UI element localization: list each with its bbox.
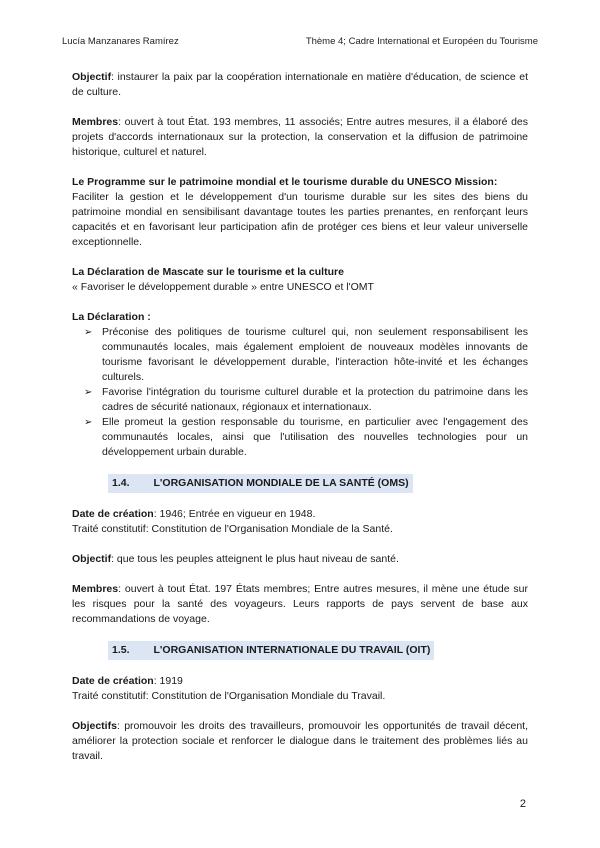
- label: Date de création: [72, 675, 154, 687]
- oms-traite: Traité constitutif: Constitution de l'Organisation Mondiale de la Santé.: [72, 523, 393, 535]
- text: : promouvoir les droits des travailleurs, promouvoir les opportunités de travail décent, améliorer la protection sociale et renforcer le dialogue dans le traitement des problèmes liés au travail.: [72, 720, 528, 762]
- section-heading-oms: [108, 474, 528, 493]
- oms-date: [72, 507, 528, 522]
- mascate-title: [72, 265, 528, 280]
- arrow-bullet-icon: ➢: [84, 387, 93, 398]
- text: : ouvert à tout État. 193 membres, 11 associés; Entre autres mesures, il a élaboré des projets d'accords internationaux sur la protection, la conservation et la diffusion de patrimoine historique, culturel et naturel.: [72, 116, 528, 158]
- list-item: [72, 385, 528, 415]
- label: Objectifs: [72, 720, 117, 732]
- arrow-bullet-icon: ➢: [84, 327, 93, 338]
- label: Objectif: [72, 553, 112, 565]
- page-content: [72, 70, 528, 764]
- header-author: Lucía Manzanares Ramírez: [62, 36, 179, 47]
- list-item-text: Elle promeut la gestion responsable du tourisme, en particulier avec l'engagement des communautés locales, ainsi que l'utilisation des nouvelles technologies pour un développement urbain durable.: [102, 416, 528, 458]
- list-item-text: Favorise l'intégration du tourisme culturel durable et la protection du patrimoine dans les cadres de sécurité nationaux, régionaux et internationaux.: [102, 386, 528, 413]
- section-number: 1.4.: [112, 477, 130, 489]
- programme-text: Faciliter la gestion et le développement d'un tourisme durable sur les sites des biens du patrimoine mondial en sensibilisant davantage toutes les parties prenantes, en renforçant leurs capacités et en favorisant leur participation afin de protéger ces biens et leur valeur universelle exceptionnelle.: [72, 191, 528, 248]
- oms-objectif: [72, 552, 528, 567]
- section-number: 1.5.: [112, 644, 130, 656]
- list-item: [72, 415, 528, 460]
- mascate-text: « Favoriser le développement durable » entre UNESCO et l'OMT: [72, 281, 374, 293]
- section-heading-oit: [108, 641, 528, 660]
- text: : que tous les peuples atteignent le plus haut niveau de santé.: [111, 553, 399, 565]
- declaration-list: [72, 325, 528, 460]
- oit-traite: Traité constitutif: Constitution de l'Organisation Mondiale du Travail.: [72, 690, 386, 702]
- arrow-bullet-icon: ➢: [84, 417, 93, 428]
- text: : 1946; Entrée en vigueur en 1948.: [153, 508, 316, 520]
- label: Membres: [72, 583, 119, 595]
- oms-membres: [72, 582, 528, 627]
- heading: Le Programme sur le patrimoine mondial et le tourisme durable du UNESCO Mission:: [72, 176, 498, 188]
- section-title: L'ORGANISATION INTERNATIONALE DU TRAVAIL (OIT): [153, 644, 431, 656]
- oit-objectifs: [72, 719, 528, 764]
- label: Date de création: [72, 508, 154, 520]
- heading: La Déclaration de Mascate sur le tourisme et la culture: [72, 266, 344, 278]
- header-title: Thème 4; Cadre International et Européen du Tourisme: [305, 36, 538, 47]
- declaration-title: [72, 310, 528, 325]
- list-item: [72, 325, 528, 385]
- unesco-membres: [72, 115, 528, 160]
- unesco-objectif: [72, 70, 528, 100]
- text: : ouvert à tout État. 197 États membres; Entre autres mesures, il mène une étude sur les risques pour la santé des voyageurs. Leurs rapports de pays servent de base aux recommandations de voyage.: [72, 583, 528, 625]
- text: : 1919: [153, 675, 183, 687]
- programme-title: [72, 175, 528, 190]
- section-title: L'ORGANISATION MONDIALE DE LA SANTÉ (OMS): [153, 477, 409, 489]
- page-number: 2: [519, 798, 526, 810]
- label: Objectif: [72, 71, 112, 83]
- oit-date: [72, 674, 528, 689]
- label: Membres: [72, 116, 119, 128]
- list-item-text: Préconise des politiques de tourisme culturel qui, non seulement responsabilisent les communautés locales, mais également emploient de nouveaux modèles innovants de tourisme favorisant le développement durable, l'interaction hôte-invité et les échanges culturels.: [102, 326, 528, 383]
- heading: La Déclaration :: [72, 311, 151, 323]
- text: : instaurer la paix par la coopération internationale en matière d'éducation, de science et de culture.: [72, 71, 528, 98]
